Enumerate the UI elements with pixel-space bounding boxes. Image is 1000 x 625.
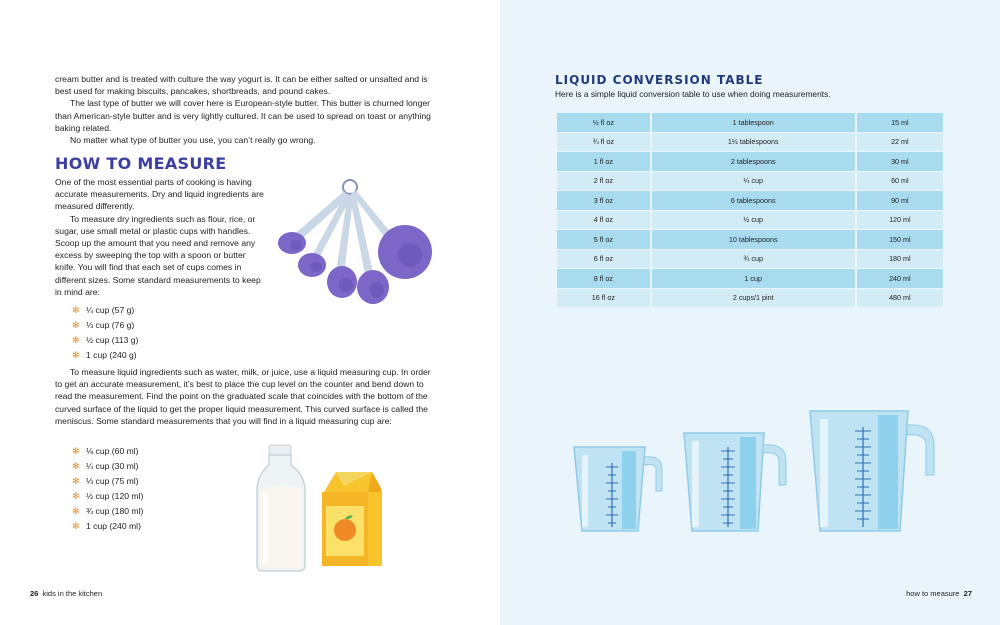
- table-cell: 90 ml: [857, 191, 943, 210]
- paragraph: The last type of butter we will cover here is European-style butter. This butter is churned longer than American-style butter and is very lightly cultured. It can be used to spread on toast or anything baking related.: [55, 98, 431, 133]
- footer-label: how to measure: [906, 589, 960, 598]
- measuring-spoons-icon: [270, 175, 440, 310]
- list-item: ✻ ¼ cup (30 ml): [72, 459, 143, 474]
- footer-left: [30, 589, 102, 598]
- table-cell: 6 tablespoons: [652, 191, 855, 210]
- page-number: 26: [30, 589, 39, 598]
- table-cell: 5 fl oz: [557, 230, 650, 249]
- section-heading: HOW TO MEASURE: [55, 154, 227, 173]
- table-cell: 60 ml: [857, 172, 943, 191]
- table-cell: 10 tablespoons: [652, 230, 855, 249]
- table-cell: 2 cups/1 pint: [652, 289, 855, 308]
- table-cell: ½ cup: [652, 211, 855, 230]
- table-row: [557, 133, 943, 152]
- table-cell: 22 ml: [857, 133, 943, 152]
- intro-text: [55, 73, 433, 146]
- table-cell: 240 ml: [857, 269, 943, 288]
- table-row: [557, 289, 943, 308]
- footer-label: kids in the kitchen: [42, 589, 103, 598]
- table-cell: 16 fl oz: [557, 289, 650, 308]
- table-cell: 3 fl oz: [557, 191, 650, 210]
- bullet-icon: ✻: [72, 461, 80, 471]
- paragraph: To measure dry ingredients such as flour, rice, or sugar, use small metal or plastic cups with handles. Scoop up the amount that you need and remove any excess by sweeping the top with a spoon or butter knife. You will find that each set of cups comes in different sizes. Some standard measurements to keep in mind are:: [55, 213, 261, 297]
- bullet-icon: ✻: [72, 446, 80, 456]
- table-cell: ¾ fl oz: [557, 133, 650, 152]
- list-item: ✻ ⅓ cup (75 ml): [72, 474, 143, 489]
- table-cell: 30 ml: [857, 152, 943, 171]
- table-cell: 6 fl oz: [557, 250, 650, 269]
- footer-right: [906, 589, 972, 598]
- measure-text: [55, 176, 267, 298]
- table-cell: ½ fl oz: [557, 113, 650, 132]
- table-row: [557, 211, 943, 230]
- bullet-icon: ✻: [72, 350, 80, 360]
- liquid-measuring-cups-icon: [570, 405, 945, 535]
- list-item: ✻ ¾ cup (180 ml): [72, 504, 143, 519]
- paragraph: No matter what type of butter you use, you can’t really go wrong.: [70, 135, 316, 146]
- list-item: ✻ ⅓ cup (76 g): [72, 318, 138, 333]
- list-item: ✻ 1 cup (240 ml): [72, 519, 143, 534]
- page-number: 27: [963, 589, 972, 598]
- table-title: LIQUID CONVERSION TABLE: [555, 73, 764, 87]
- bullet-icon: ✻: [72, 476, 80, 486]
- liquid-paragraph: To measure liquid ingredients such as water, milk, or juice, use a liquid measuring cup. In order to get an accurate measurement, it’s best to place the cup level on the counter and bend down to read the measurement. Find the point on the graduated scale that coincides with the bottom of the curved surface of the liquid to get the proper liquid measurement. This curved surface is called the meniscus. Some standard measurements that you will find in a liquid measuring cup are:: [55, 367, 431, 426]
- table-cell: ¾ cup: [652, 250, 855, 269]
- juice-box-icon: [316, 468, 386, 568]
- table-cell: 1 tablespoon: [652, 113, 855, 132]
- table-row: [557, 172, 943, 191]
- list-item: ✻ ½ cup (120 ml): [72, 489, 143, 504]
- bullet-icon: ✻: [72, 305, 80, 315]
- table-cell: 1 cup: [652, 269, 855, 288]
- table-row: [557, 191, 943, 210]
- table-subtitle: Here is a simple liquid conversion table to use when doing measurements.: [555, 89, 831, 99]
- table-cell: 4 fl oz: [557, 211, 650, 230]
- table-cell: 1 fl oz: [557, 152, 650, 171]
- bullet-icon: ✻: [72, 521, 80, 531]
- table-row: [557, 152, 943, 171]
- table-cell: 1½ tablespoons: [652, 133, 855, 152]
- table-cell: 480 ml: [857, 289, 943, 308]
- conversion-table: [555, 112, 945, 308]
- liquid-measurement-list: [72, 444, 143, 534]
- list-item: ✻ ¼ cup (57 g): [72, 303, 138, 318]
- bullet-icon: ✻: [72, 335, 80, 345]
- table-row: [557, 250, 943, 269]
- table-cell: 150 ml: [857, 230, 943, 249]
- paragraph: cream butter and is treated with culture the way yogurt is. It can be either salted or unsalted and is best used for making biscuits, pancakes, shortbreads, and pound cakes.: [55, 74, 428, 97]
- bullet-icon: ✻: [72, 506, 80, 516]
- bullet-icon: ✻: [72, 491, 80, 501]
- dry-measurement-list: [72, 303, 138, 363]
- table-row: [557, 113, 943, 132]
- list-item: ✻ ½ cup (113 g): [72, 333, 138, 348]
- list-item: ✻ ⅛ cup (60 ml): [72, 444, 143, 459]
- table-cell: ¼ cup: [652, 172, 855, 191]
- table-cell: 120 ml: [857, 211, 943, 230]
- bullet-icon: ✻: [72, 320, 80, 330]
- table-cell: 8 fl oz: [557, 269, 650, 288]
- table-row: [557, 269, 943, 288]
- paragraph: One of the most essential parts of cooking is having accurate measurements. Dry and liquid ingredients are measured differently.: [55, 177, 264, 212]
- table-cell: 180 ml: [857, 250, 943, 269]
- table-cell: 2 fl oz: [557, 172, 650, 191]
- milk-bottle-icon: [255, 443, 313, 573]
- table-cell: 2 tablespoons: [652, 152, 855, 171]
- list-item: ✻ 1 cup (240 g): [72, 348, 138, 363]
- table-row: [557, 230, 943, 249]
- table-cell: 15 ml: [857, 113, 943, 132]
